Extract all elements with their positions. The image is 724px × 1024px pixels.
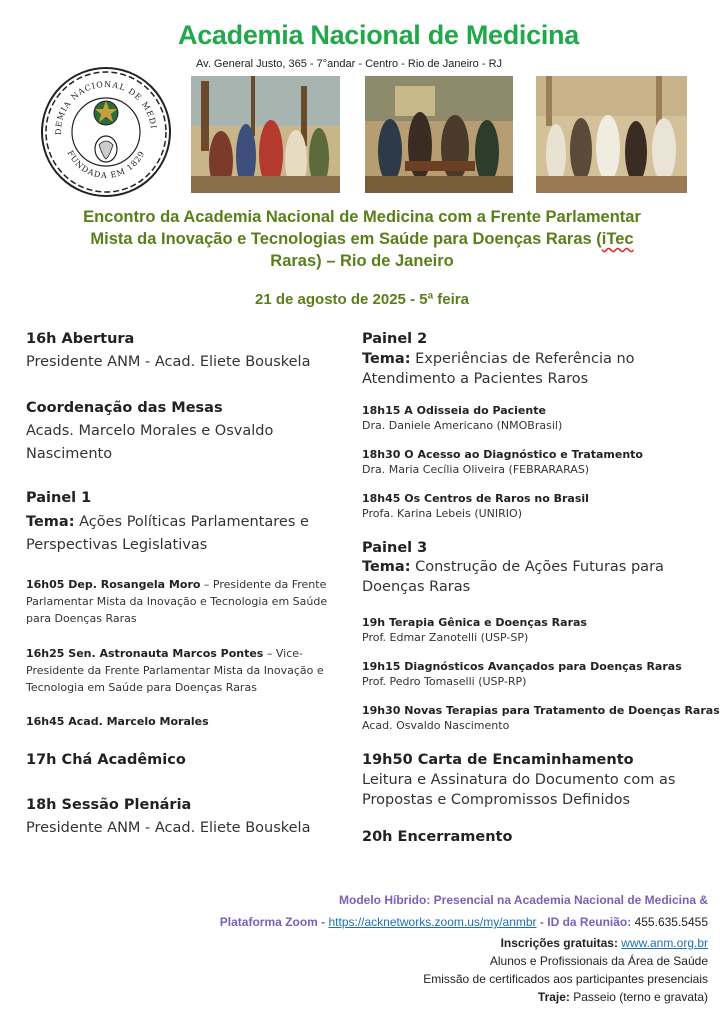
letter-heading: 19h50 Carta de Encaminhamento	[362, 752, 634, 768]
svg-text:FUNDADA EM 1829: FUNDADA EM 1829	[65, 149, 147, 180]
panel2-theme-line2: Atendimento a Pacientes Raros	[362, 371, 589, 387]
dress-code-line	[538, 990, 708, 1004]
event-title-line2-text: Mista da Inovação e Tecnologias em Saúde para Doenças Raras (	[90, 230, 602, 248]
talk-1915-speaker: Prof. Pedro Tomaselli (USP-RP)	[362, 675, 527, 688]
event-title	[30, 206, 694, 272]
talk-19-speaker: Prof. Edmar Zanotelli (USP-SP)	[362, 631, 529, 644]
registration-link[interactable]: www.anm.org.br	[621, 936, 708, 950]
meeting-id-label: ID da Reunião:	[547, 915, 632, 929]
academy-seal-logo	[39, 65, 173, 199]
talk-1930-heading: 19h30 Novas Terapias para Tratamento de Doenças Raras	[362, 704, 720, 717]
talk-1845-heading: 18h45 Os Centros de Raros no Brasil	[362, 492, 589, 505]
panel2-heading: Painel 2	[362, 331, 428, 347]
zoom-dash: -	[536, 915, 548, 929]
talk-1815-title	[362, 403, 546, 419]
panel3-heading: Painel 3	[362, 540, 428, 556]
plenary-text: Presidente ANM - Acad. Eliete Bouskela	[26, 820, 311, 836]
talk-1845-speaker: Profa. Karina Lebeis (UNIRIO)	[362, 507, 522, 520]
event-date: 21 de agosto de 2025 - 5ª feira	[255, 291, 469, 308]
svg-text:ACADEMIA NACIONAL DE MEDICINA: DEMIA NACIONAL DE MEDI	[53, 79, 158, 136]
talk-1625-title: 16h25 Sen. Astronauta Marcos Pontes	[26, 647, 264, 660]
talk-1845-title	[362, 491, 589, 507]
dress-code-value: Passeio (terno e gravata)	[569, 990, 708, 1004]
event-title-line2	[30, 228, 694, 250]
panel3-theme-line2: Doenças Raras	[362, 579, 471, 595]
panel1-theme-line2: Perspectivas Legislativas	[26, 537, 208, 553]
meeting-id-value: 455.635.5455	[631, 915, 708, 929]
talk-1605-line1	[26, 576, 326, 593]
letter-text-line1: Leitura e Assinatura do Documento com as	[362, 772, 676, 788]
talk-19-heading: 19h Terapia Gênica e Doenças Raras	[362, 616, 587, 629]
letter-text-line2: Propostas e Compromissos Definidos	[362, 792, 631, 808]
panel1-theme-label: Tema:	[26, 514, 75, 530]
talk-1915-heading: 19h15 Diagnósticos Avançados para Doenças Raras	[362, 660, 682, 673]
talk-1645	[26, 713, 209, 730]
talk-1625-line1	[26, 645, 303, 662]
closing-heading: 20h Encerramento	[362, 829, 513, 845]
event-title-itec: iTec	[601, 230, 634, 248]
talk-1605-line2: Parlamentar Mista da Inovação e Tecnologia em Saúde	[26, 595, 328, 608]
talk-1625-line3: Tecnologia em Saúde para Doenças Raras	[26, 681, 257, 694]
panel1-heading: Painel 1	[26, 490, 92, 506]
panel2-theme-line1	[362, 349, 635, 370]
coordination-heading: Coordenação das Mesas	[26, 400, 223, 416]
coordination-text-line1: Acads. Marcelo Morales e Osvaldo	[26, 423, 274, 439]
academy-title: Academia Nacional de Medicina	[178, 20, 579, 50]
historical-painting-3	[536, 76, 687, 193]
talk-1915-title	[362, 659, 682, 675]
panel2-theme-text: Experiências de Referência no	[410, 351, 635, 367]
zoom-link[interactable]: https://acknetworks.zoom.us/my/anmbr	[328, 915, 537, 929]
talk-1815-speaker: Dra. Daniele Americano (NMOBrasil)	[362, 419, 563, 432]
opening-heading: 16h Abertura	[26, 331, 135, 347]
talk-1930-speaker: Acad. Osvaldo Nascimento	[362, 719, 510, 732]
panel3-theme-text: Construção de Ações Futuras para	[410, 559, 664, 575]
zoom-label: Plataforma Zoom -	[219, 915, 329, 929]
registration-line	[501, 936, 708, 950]
talk-1930-title	[362, 703, 720, 719]
academy-address: Av. General Justo, 365 - 7°andar - Centro - Rio de Janeiro - RJ	[196, 58, 503, 70]
historical-painting-1	[191, 76, 340, 193]
talk-1830-title	[362, 447, 643, 463]
zoom-line	[220, 915, 708, 929]
historical-painting-2	[365, 76, 513, 193]
registration-label: Inscrições gratuitas:	[500, 936, 618, 950]
panel1-theme-line1	[26, 512, 309, 533]
talk-1830-speaker: Dra. Maria Cecília Oliveira (FEBRARARAS)	[362, 463, 590, 476]
certificates-note: Emissão de certificados aos participantes presenciais	[423, 972, 708, 986]
event-title-line3: Raras) – Rio de Janeiro	[270, 252, 454, 270]
panel2-theme-label: Tema:	[362, 351, 411, 367]
talk-1815-heading: 18h15 A Odisseia do Paciente	[362, 404, 546, 417]
panel3-theme-label: Tema:	[362, 559, 411, 575]
opening-text: Presidente ANM - Acad. Eliete Bouskela	[26, 354, 311, 370]
audience-note: Alunos e Profissionais da Área de Saúde	[489, 954, 708, 968]
talk-1830-heading: 18h30 O Acesso ao Diagnóstico e Tratamento	[362, 448, 643, 461]
talk-1605-role: – Presidente da Frente	[200, 578, 327, 591]
tea-heading: 17h Chá Acadêmico	[26, 752, 186, 768]
talk-1645-title: 16h45 Acad. Marcelo Morales	[26, 715, 209, 728]
coordination-text-line2: Nascimento	[26, 446, 113, 462]
talk-1625-role: – Vice-	[263, 647, 303, 660]
talk-1625-line2: Presidente da Frente Parlamentar Mista da Inovação e	[26, 664, 324, 677]
panel3-theme-line1	[362, 557, 664, 578]
dress-code-label: Traje:	[537, 990, 570, 1004]
talk-1605-line3: para Doenças Raras	[26, 612, 137, 625]
talk-19-title	[362, 615, 587, 631]
event-title-line1: Encontro da Academia Nacional de Medicina com a Frente Parlamentar	[83, 208, 641, 226]
hybrid-model-note: Modelo Híbrido: Presencial na Academia Nacional de Medicina &	[339, 893, 708, 907]
talk-1605-title: 16h05 Dep. Rosangela Moro	[26, 578, 201, 591]
panel1-theme-text: Ações Políticas Parlamentares e	[74, 514, 309, 530]
plenary-heading: 18h Sessão Plenária	[26, 797, 192, 813]
